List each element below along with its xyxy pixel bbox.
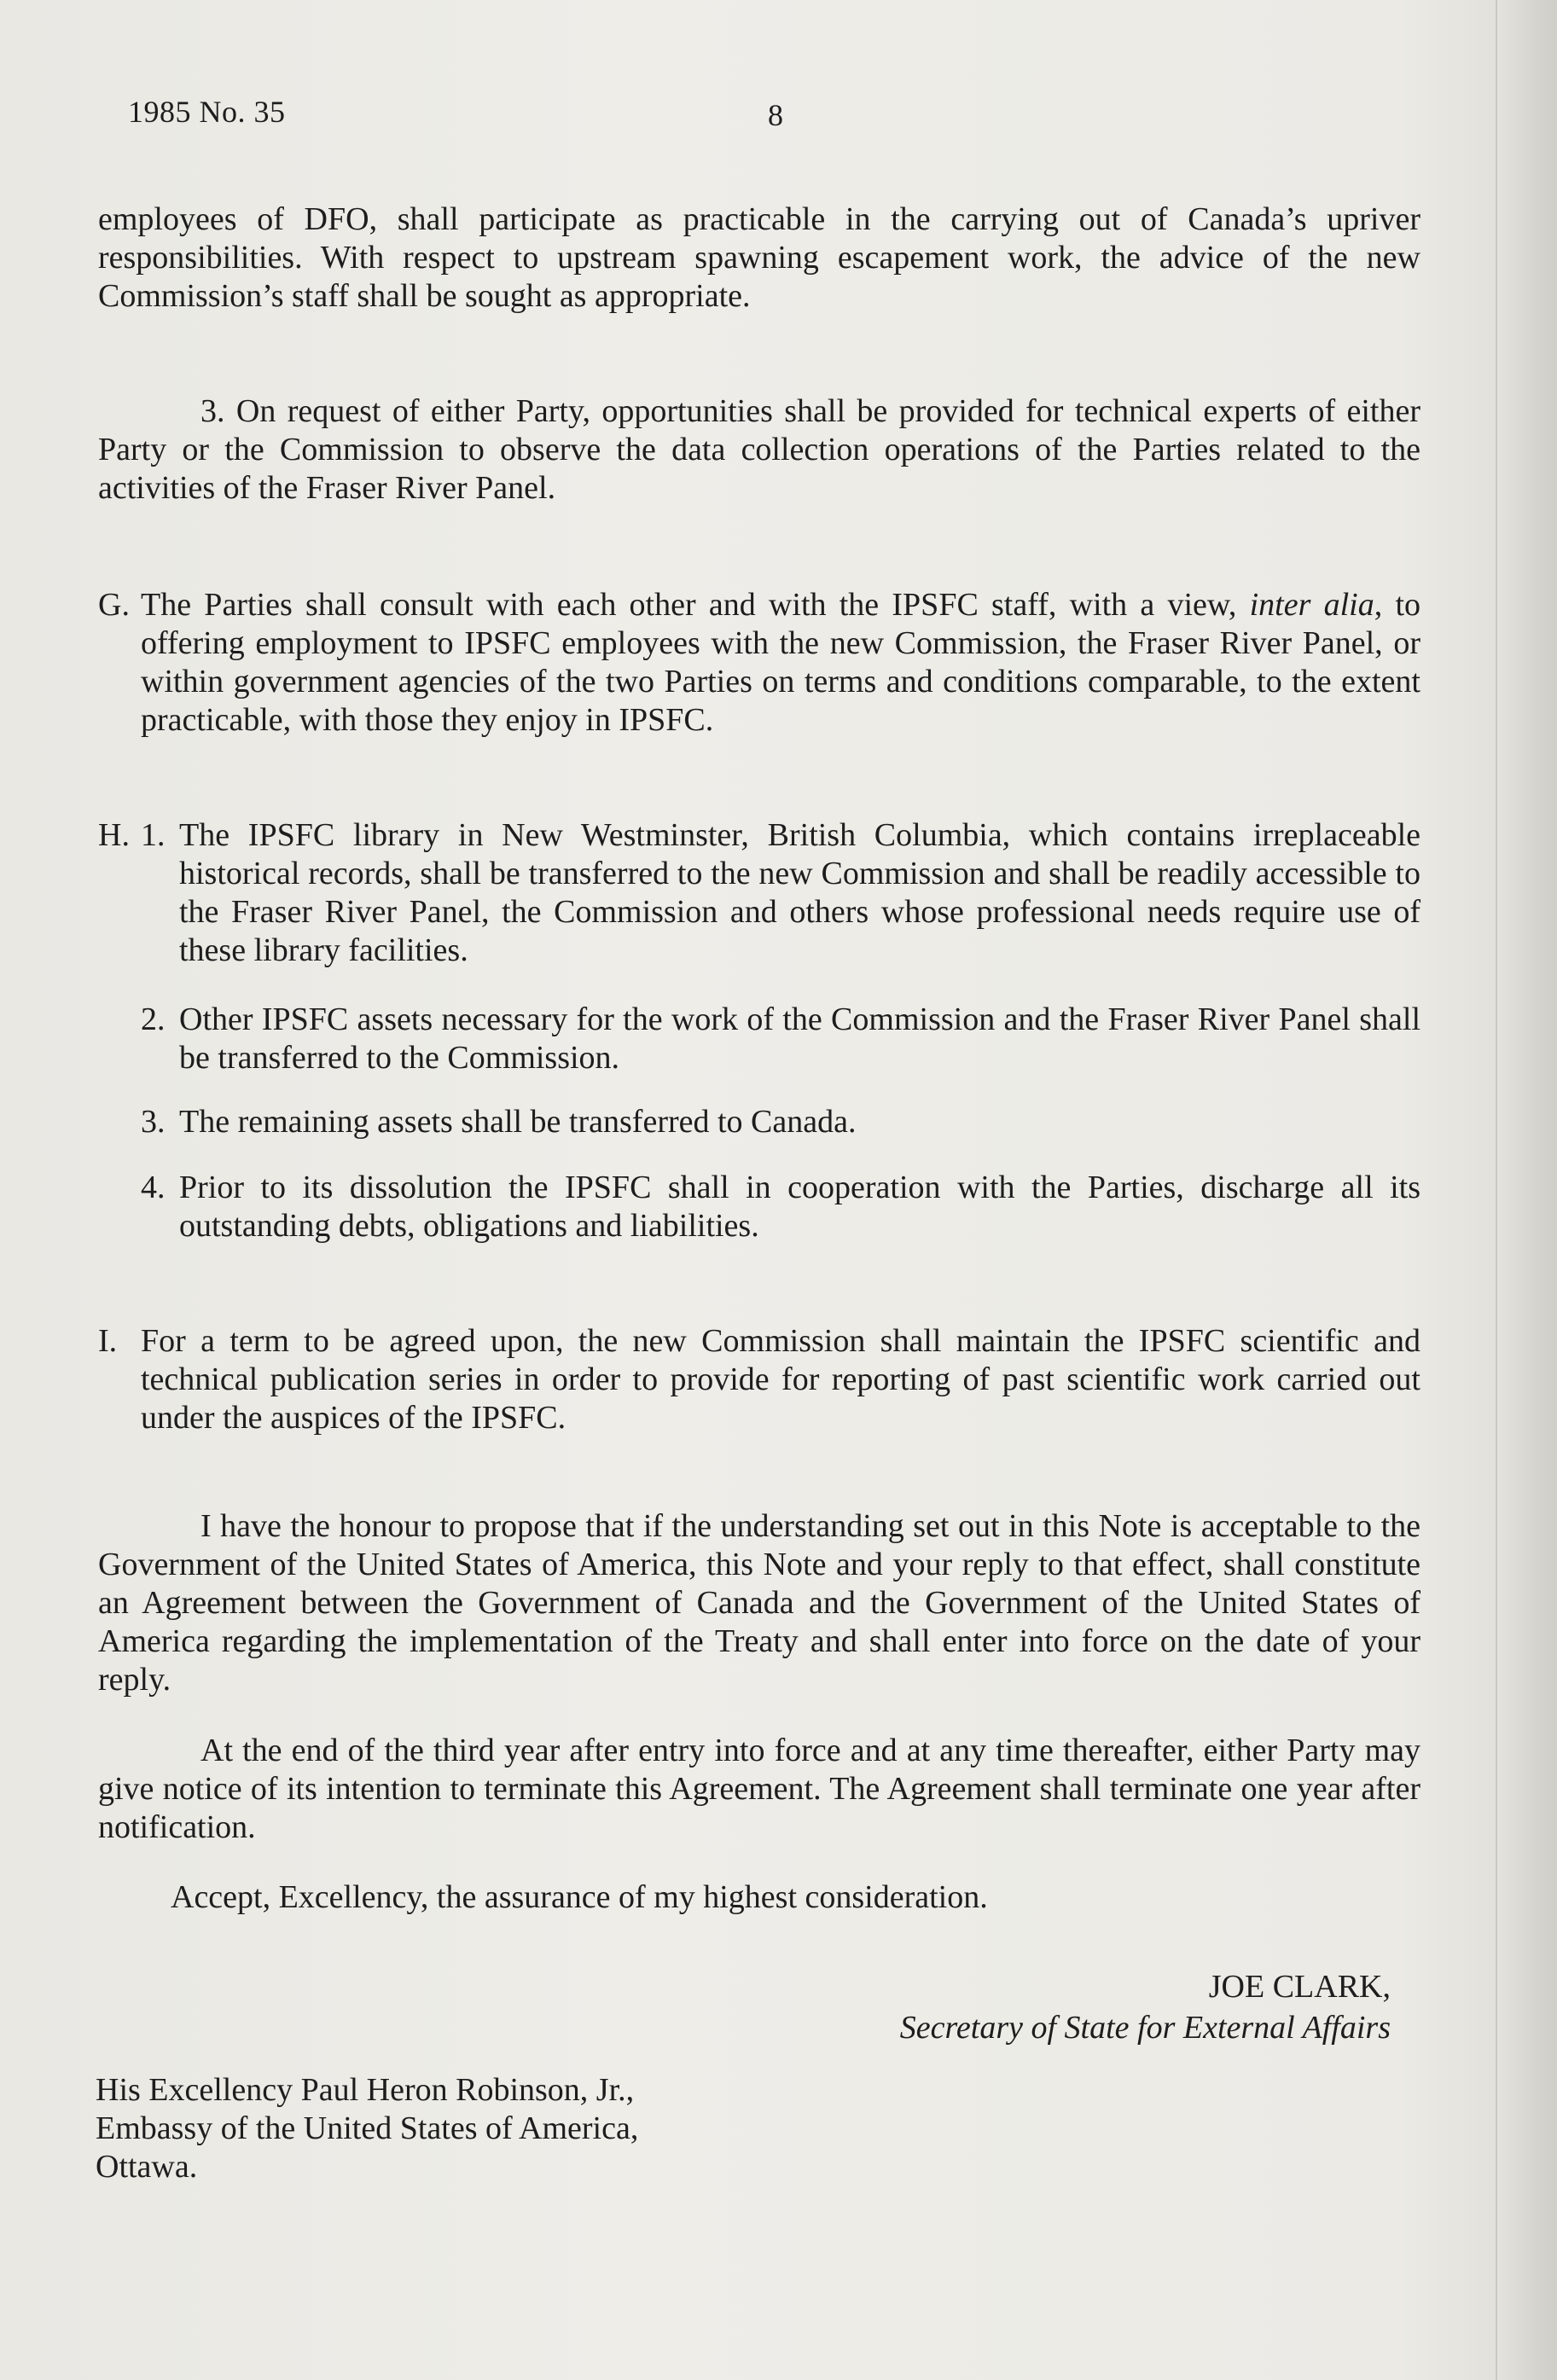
item-g [98,586,1420,740]
addressee-line-3: Ottawa. [96,2149,198,2185]
page-binding-edge [1496,0,1557,2380]
item-h-4-label: 4. [141,1170,166,1205]
item-h-1-label: 1. [141,817,166,853]
item-g-text [141,586,1420,740]
item-h-2-text: Other IPSFC assets necessary for the work of the Commission and the Fraser River Panel shall be transferred to the Commission. [179,1001,1420,1076]
closing-paragraph-3-text: Accept, Excellency, the assurance of my highest consideration. [171,1879,988,1915]
item-i-label: I. [98,1323,118,1359]
running-header: 1985 No. 35 [128,95,286,129]
continued-paragraph [98,200,1420,316]
item-i [98,1322,1420,1437]
item-h-label: H. [98,817,130,853]
signature-name: JOE CLARK, [1208,1969,1391,2005]
addressee-line-2: Embassy of the United States of America, [96,2110,639,2146]
continued-paragraph-text: employees of DFO, shall participate as practicable in the carrying out of Canada’s upriver responsibilities. With respect to upstream spawning escapement work, the advice of the new Commission’s staff shall be sought as appropriate. [98,201,1420,314]
addressee-line-1: His Excellency Paul Heron Robinson, Jr., [96,2072,635,2108]
item-h-2 [98,1001,1420,1077]
paragraph-f3-text: 3. On request of either Party, opportunities shall be provided for technical experts of either Party or the Commission to observe the data collection operations of the Parties related to the activities of the Fraser River Panel. [98,393,1420,506]
item-h-1-text: The IPSFC library in New Westminster, British Columbia, which contains irreplaceable historical records, shall be transferred to the new Commission and shall be readily accessible to the Fraser River Panel, the Commission and others whose professional needs require use of these library facilities. [179,817,1420,968]
item-i-text: For a term to be agreed upon, the new Commission shall maintain the IPSFC scientific and technical publication series in order to provide for reporting of past scientific work carried out under the auspices of the IPSFC. [141,1323,1420,1436]
item-h-3-label: 3. [141,1104,166,1140]
item-g-text-start: The Parties shall consult with each other and with the IPSFC staff, with a view, [141,587,1250,623]
item-g-italic: inter alia [1249,587,1374,623]
closing-paragraph-3 [98,1878,1420,1917]
closing-paragraph-1-text: I have the honour to propose that if the understanding set out in this Note is acceptable to the Government of the United States of America, this Note and your reply to that effect, shall constitute an Agreement between the Government of Canada and the Government of the United States of America regarding the implementation of the Treaty and shall enter into force on the date of your reply. [98,1508,1420,1698]
item-h-1 [98,816,1420,970]
item-h-4 [98,1169,1420,1245]
closing-paragraph-1 [98,1507,1420,1699]
addressee-block [96,2071,638,2186]
item-g-label: G. [98,587,130,623]
signature-title: Secretary of State for External Affairs [899,2010,1391,2046]
item-h-4-text: Prior to its dissolution the IPSFC shall in cooperation with the Parties, discharge all its outstanding debts, obligations and liabilities. [179,1170,1420,1244]
item-g-text-end: , to offering employment to IPSFC employees with the new Commission, the Fraser River Panel, or within government agencies of the two Parties on terms and conditions comparable, to the extent practicable, with those they enjoy in IPSFC. [141,587,1421,738]
item-h-3-text: The remaining assets shall be transferred to Canada. [179,1104,857,1140]
page-number: 8 [768,98,783,132]
item-h-2-label: 2. [141,1001,166,1037]
closing-paragraph-2-text: At the end of the third year after entry into force and at any time thereafter, either Party may give notice of its intention to terminate this Agreement. The Agreement shall terminate one year after notification. [98,1733,1420,1845]
paragraph-f3 [98,392,1420,508]
closing-paragraph-2 [98,1732,1420,1847]
item-h-3 [98,1103,1420,1141]
